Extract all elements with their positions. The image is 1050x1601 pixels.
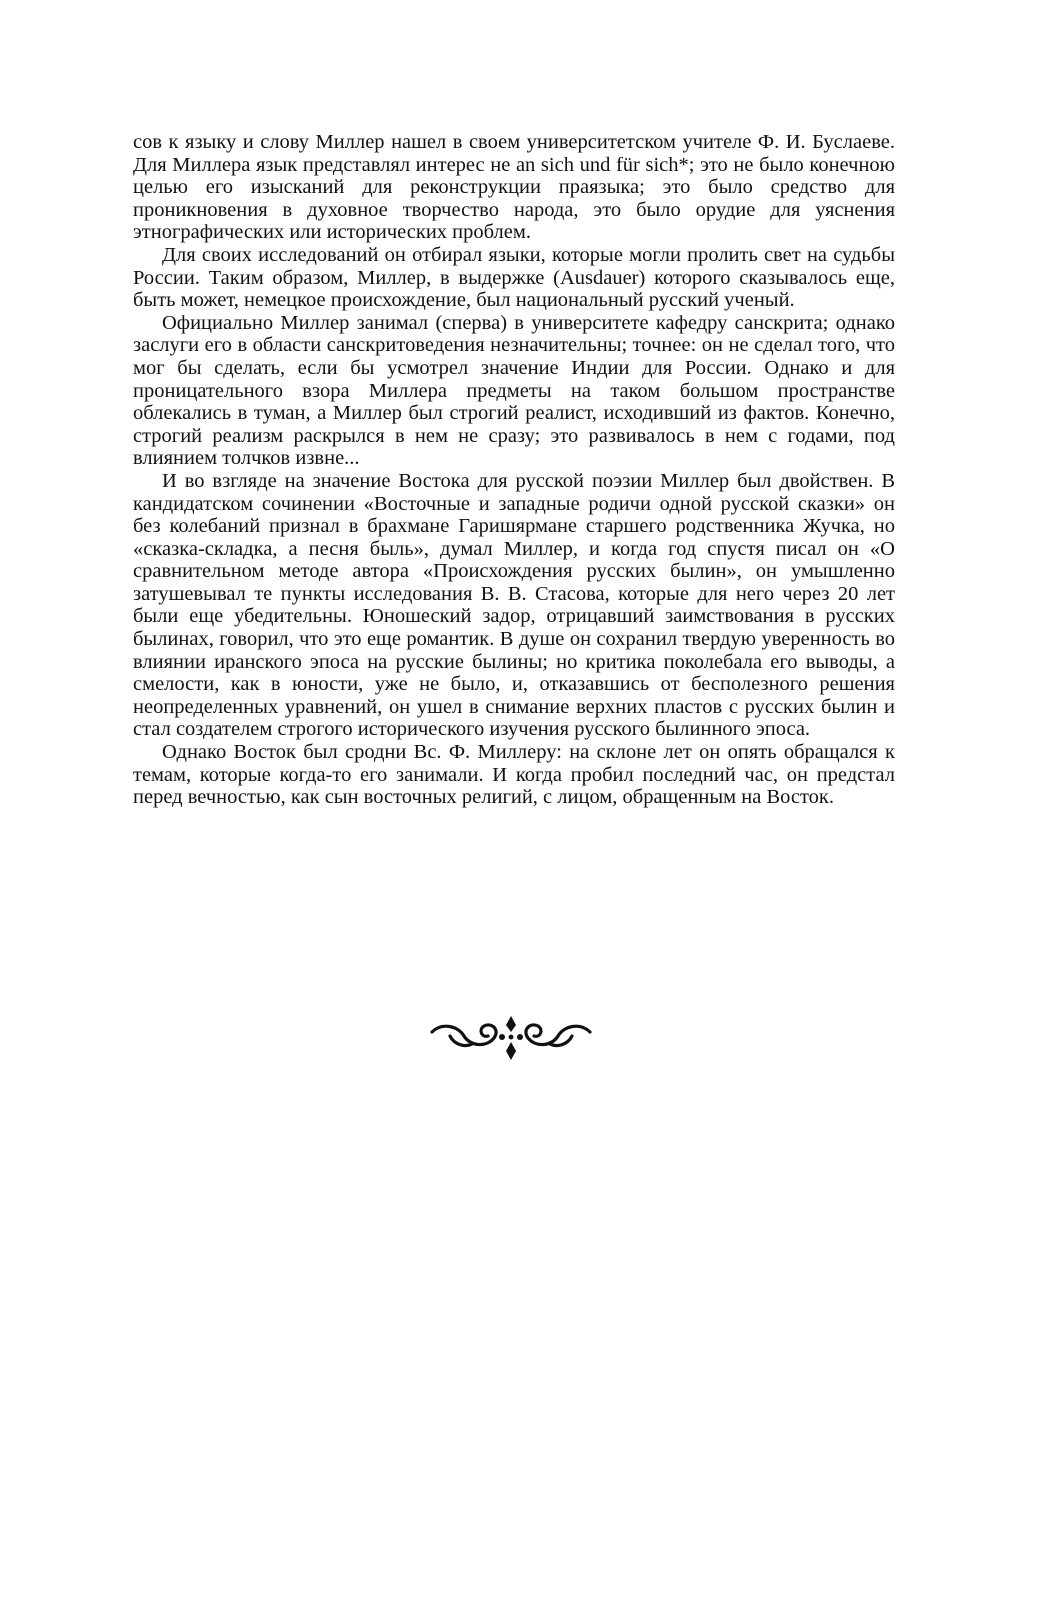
paragraph-4: И во взгляде на значение Востока для русской поэзии Миллер был двойствен. В кандидатском сочинении «Восточные и западные родичи одной русской сказки» он без колебаний признал в брахмане Гаришярмане старшего родственника Жучка, но «сказка-складка, а песня быль», думал Миллер, и когда год спустя писал он «О сравнительном методе автора «Происхождения русских былин», он умышленно затушевывал те пункты исследования В. В. Стасова, которые для него через 20 лет были еще убедительны. Юношеский задор, отрицавший заимствования в русских былинах, говорил, что это еще романтик. В душе он сохранил твердую уверенность во влиянии иранского эпоса на русские былины; но критика поколебала его выводы, а смелости, как в юности, уже не было, и, отказавшись от бесполезного решения неопределенных уравнений, он ушел в снимание верхних пластов с русских былин и стал создателем строгого исторического изучения русского былинного эпоса. — [133, 469, 895, 741]
paragraph-5: Однако Восток был сродни Вс. Ф. Миллеру: на склоне лет он опять обращался к темам, которые когда-то его занимали. И когда пробил последний час, он предстал перед вечностью, как сын восточных религий, с лицом, обращенным на Восток. — [133, 741, 895, 809]
paragraph-3: Официально Миллер занимал (сперва) в университете кафедру санскрита; однако заслуги его в области санскритоведения незначительны; точнее: он не сделал того, что мог бы сделать, если бы усмотрел значение Индии для России. Однако и для проницательного взора Миллера предметы на таком большом пространстве облекались в туман, а Миллер был строгий реалист, исходивший из фактов. Конечно, строгий реализм раскрылся в нем не сразу; это развивалось в нем с годами, под влиянием толчков извне... — [133, 311, 895, 470]
paragraph-1: сов к языку и слову Миллер нашел в своем университетском учителе Ф. И. Буслаеве. Для Миллера язык представлял интерес не an sich und für sich*; это не было конечною целью его изысканий для реконструкции праязыка; это было средство для проникновения в духовное творчество народа, это было орудие для уяснения этнографических или исторических проблем. — [133, 131, 895, 244]
floral-scroll-ornament-icon — [428, 1012, 594, 1064]
main-text — [133, 131, 895, 809]
paragraph-2: Для своих исследований он отбирал языки, которые могли пролить свет на судьбы России. Таким образом, Миллер, в выдержке (Ausdauer) которого сказывалось еще, быть может, немецкое происхождение, был национальный русский ученый. — [133, 243, 895, 312]
